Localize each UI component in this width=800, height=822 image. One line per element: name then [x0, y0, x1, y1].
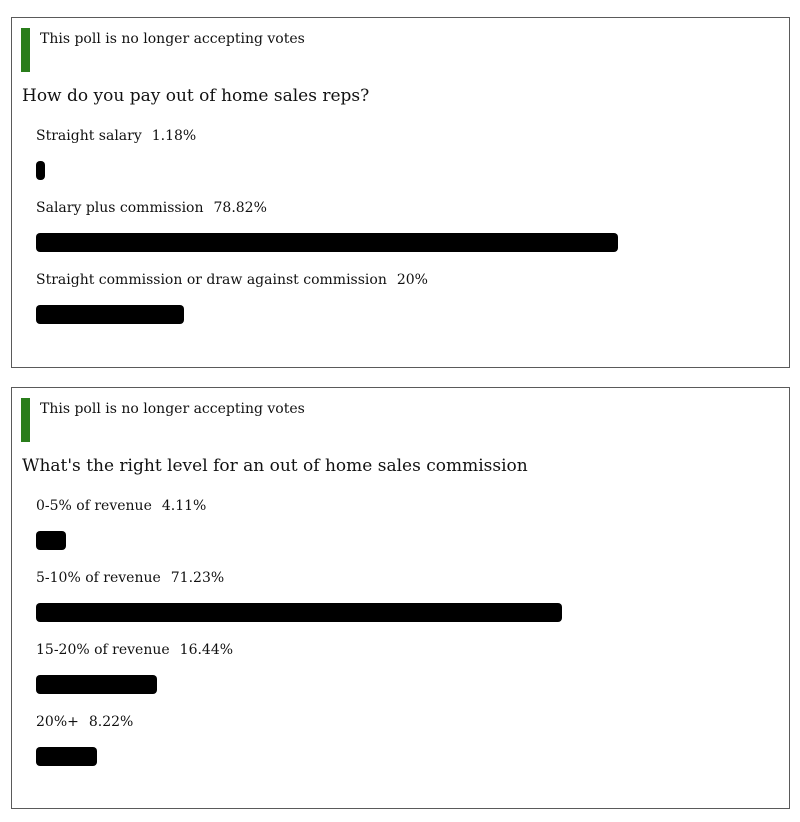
- option-label: 0-5% of revenue: [36, 498, 152, 514]
- poll-option: [36, 498, 789, 514]
- option-label: Straight commission or draw against commission: [36, 272, 387, 288]
- poll-option: [36, 200, 789, 216]
- poll-card: [11, 17, 790, 368]
- option-percent: 4.11%: [161, 498, 207, 514]
- option-percent: 20%: [396, 272, 428, 288]
- poll-option: [36, 272, 789, 288]
- result-bar: [36, 675, 157, 694]
- result-bar: [36, 747, 97, 766]
- poll-question: How do you pay out of home sales reps?: [22, 86, 370, 106]
- option-label: Salary plus commission: [36, 200, 204, 216]
- result-bar: [36, 603, 562, 622]
- notice-text: This poll is no longer accepting votes: [40, 31, 305, 47]
- option-label: Straight salary: [36, 128, 142, 144]
- option-label: 5-10% of revenue: [36, 570, 161, 586]
- poll-option: [36, 642, 789, 658]
- option-percent: 71.23%: [170, 570, 225, 586]
- poll-card: [11, 387, 790, 809]
- poll-option: [36, 714, 789, 730]
- result-bar: [36, 305, 184, 324]
- result-bar: [36, 233, 618, 252]
- option-percent: 8.22%: [88, 714, 134, 730]
- option-percent: 78.82%: [213, 200, 267, 216]
- notice-text: This poll is no longer accepting votes: [40, 401, 305, 417]
- poll-question: What's the right level for an out of home sales commission: [22, 456, 528, 476]
- option-percent: 16.44%: [179, 642, 234, 658]
- result-bar: [36, 531, 66, 550]
- poll-option: [36, 570, 789, 586]
- result-bar: [36, 161, 45, 180]
- poll-option: [36, 128, 789, 144]
- option-label: 20%+: [36, 714, 79, 730]
- option-percent: 1.18%: [151, 128, 197, 144]
- poll-closed-notice: [21, 398, 761, 442]
- option-label: 15-20% of revenue: [36, 642, 170, 658]
- poll-closed-notice: [21, 28, 761, 72]
